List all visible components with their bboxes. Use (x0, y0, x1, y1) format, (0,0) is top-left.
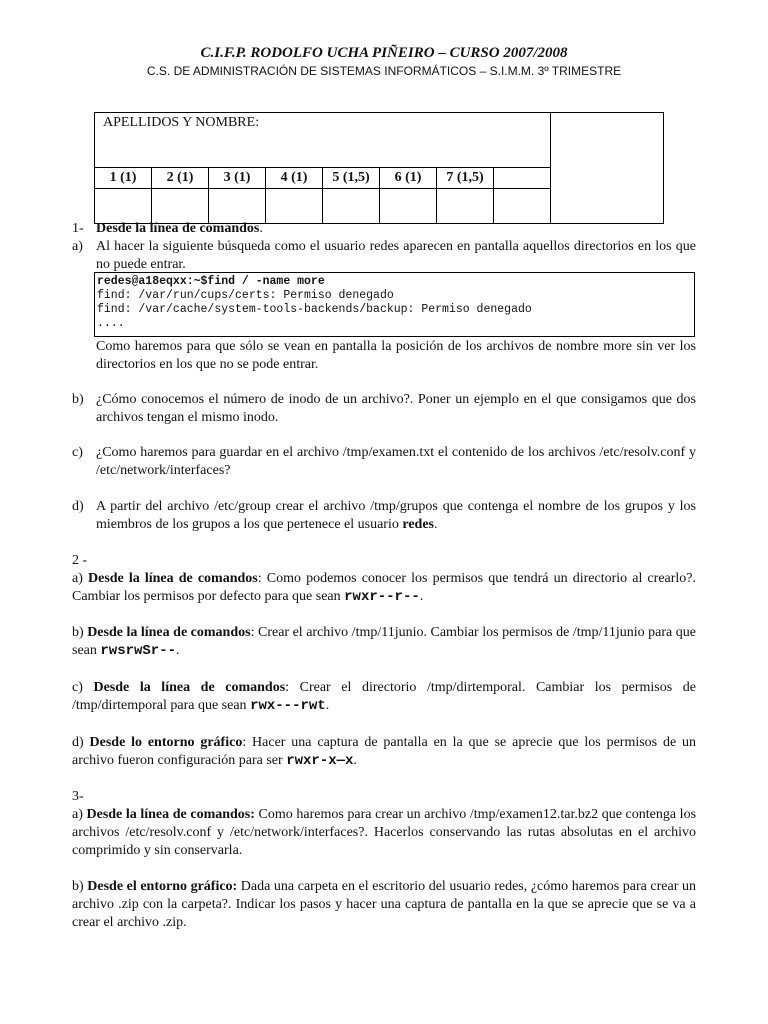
q2c-permissions: rwx---rwt (250, 698, 326, 714)
score-header: 3 (1) (209, 168, 266, 189)
total-score-box (551, 113, 664, 224)
q2c-mode: Desde la línea de comandos (93, 680, 286, 695)
terminal-output (94, 272, 695, 337)
q1b-text: ¿Cómo conocemos el número de inodo de un archivo?. Poner un ejemplo en el que consigamos que dos archivos tengan el mismo inodo. (96, 392, 696, 425)
q2d-text: : Hacer una captura de pantalla en la que se aprecie que los permisos de un archivo fueron configuración para ser (72, 735, 697, 768)
q3a-text: Como haremos para crear un archivo /tmp/examen12.tar.bz2 que contenga los archivos /etc/resolv.conf y /etc/network/interfaces?. Hacerlos conservando las rutas absolutas en el archivo comprimido y sin conservarla. (72, 807, 697, 858)
q3a-mode: Desde la línea de comandos: (86, 807, 255, 822)
q1b (72, 391, 696, 427)
q1-title-end: . (259, 221, 263, 236)
q1a-label: a) (72, 239, 83, 254)
q1d-text: A partir del archivo /etc/group crear el archivo /tmp/grupos que contenga el nombre de los grupos y los miembros de los grupos a los que pertenece el usuario (96, 499, 696, 532)
q1-number: 1- (72, 221, 84, 236)
q2a-mode: Desde la línea de comandos (88, 571, 258, 586)
q2a-text: : Como podemos conocer los permisos que tendrá un directorio al crearlo?. Cambiar los permisos por defecto para que sean (72, 571, 697, 604)
q2a-permissions: rwxr--r-- (344, 589, 420, 605)
q2b-end: . (176, 643, 180, 658)
terminal-line: .... (97, 317, 125, 330)
q1d (72, 498, 696, 534)
score-cell (266, 189, 323, 224)
school-title: C.I.F.P. RODOLFO UCHA PIÑEIRO – CURSO 2007/2008 (200, 45, 568, 61)
terminal-command: redes@a18eqxx:~$find / -name more (97, 275, 325, 288)
name-label: APELLIDOS Y NOMBRE: (103, 115, 260, 130)
score-cell (437, 189, 494, 224)
score-cell (95, 189, 152, 224)
q1b-label: b) (72, 392, 84, 407)
q2d-end: . (353, 753, 357, 768)
q2c (72, 679, 696, 715)
q2d-mode: Desde lo entorno gráfico (89, 735, 243, 750)
score-header: 4 (1) (266, 168, 323, 189)
q2c-label: c) (72, 680, 83, 695)
q2-number: 2 - (72, 553, 88, 568)
q1c-text: ¿Como haremos para guardar en el archivo /tmp/examen.txt el contenido de los archivos /etc/resolv.conf y /etc/network/interfaces? (96, 445, 696, 478)
grade-table (94, 112, 664, 224)
score-cell (380, 189, 437, 224)
q3-number: 3- (72, 789, 84, 804)
q3b-label: b) (72, 879, 84, 894)
q1a (72, 238, 696, 274)
q2a-end: . (419, 589, 424, 604)
q1d-end: . (433, 517, 438, 532)
q2b-label: b) (72, 625, 84, 640)
q1a-followup (72, 338, 696, 374)
q3a (72, 806, 696, 860)
score-header: 2 (1) (152, 168, 209, 189)
score-cell (209, 189, 266, 224)
q2b (72, 624, 696, 660)
score-header (494, 168, 551, 189)
q3b-text: Dada una carpeta en el escritorio del usuario redes, ¿cómo haremos para crear un archivo .zip con la carpeta?. Indicar los pasos y hacer una captura de pantalla en la que se aprecie que se va a crear el archivo .zip. (72, 879, 696, 930)
terminal-line: find: /var/cache/system-tools-backends/backup: Permiso denegado (97, 303, 532, 316)
q2b-permissions: rwsrwSr-- (100, 643, 177, 659)
q1a-followup-text: Como haremos para que sólo se vean en pantalla la posición de los archivos de nombre more sin ver los directorios en los que no se pode entrar. (96, 339, 696, 372)
course-subtitle: C.S. DE ADMINISTRACIÓN DE SISTEMAS INFORMÁTICOS – S.I.M.M. 3º TRIMESTRE (146, 64, 622, 78)
q2b-mode: Desde la línea de comandos (87, 625, 251, 640)
q2a-label: a) (72, 571, 83, 586)
q1d-user: redes (402, 517, 434, 532)
q2a (72, 570, 696, 606)
q2c-text: : Crear el directorio /tmp/dirtemporal. Cambiar los permisos de /tmp/dirtemporal para que sean (72, 680, 697, 713)
q2d (72, 734, 696, 770)
score-header: 5 (1,5) (323, 168, 380, 189)
q2d-permissions: rwxr-x—x (286, 753, 354, 769)
q3a-label: a) (72, 807, 83, 822)
q1-title: Desde la línea de comandos (96, 221, 260, 236)
score-header: 7 (1,5) (437, 168, 494, 189)
q1a-text: Al hacer la siguiente búsqueda como el usuario redes aparecen en pantalla aquellos directorios en los que no puede entrar. (96, 239, 696, 272)
name-field (95, 113, 551, 168)
q1d-label: d) (72, 499, 84, 514)
score-cell (152, 189, 209, 224)
score-cell (323, 189, 380, 224)
score-header: 1 (1) (95, 168, 152, 189)
score-header: 6 (1) (380, 168, 437, 189)
q1-heading (72, 220, 696, 238)
q3b (72, 878, 696, 932)
terminal-line: find: /var/run/cups/certs: Permiso denegado (97, 289, 394, 302)
q2c-end: . (325, 698, 330, 713)
score-cell (494, 189, 551, 224)
q2d-label: d) (72, 735, 84, 750)
q3b-mode: Desde el entorno gráfico: (87, 879, 238, 894)
q1c-label: c) (72, 445, 83, 460)
q2b-text: : Crear el archivo /tmp/11junio. Cambiar los permisos de /tmp/11junio para que sean (72, 625, 696, 658)
q1c (72, 444, 696, 480)
